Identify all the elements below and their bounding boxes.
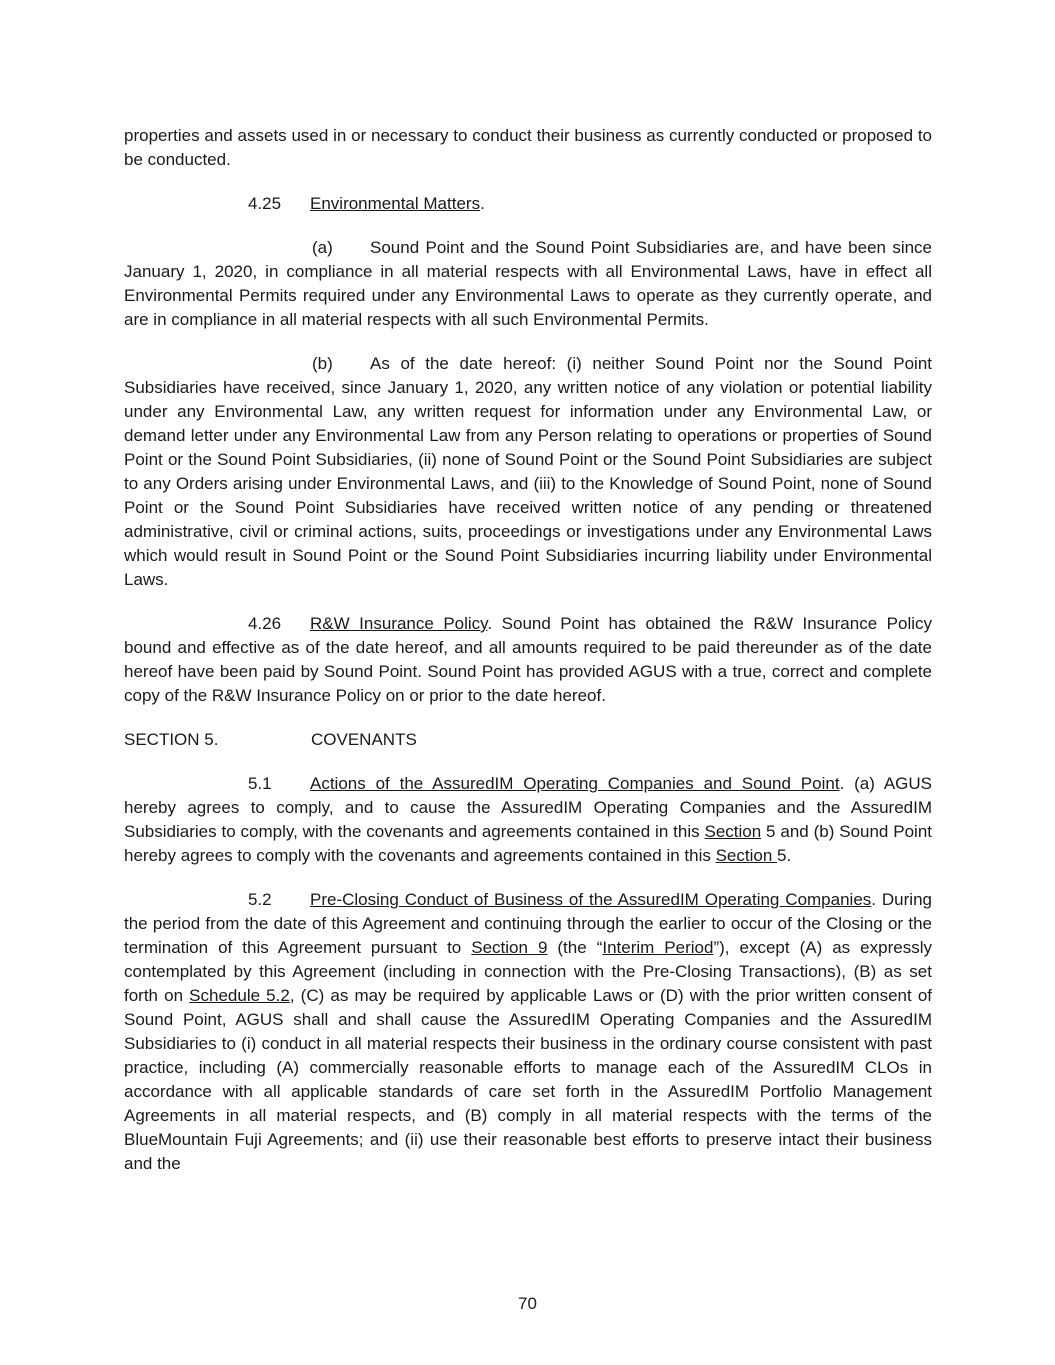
section-text: . Sound Point has obtained the R&W Insurance Policy bound and effective as of the date hereof, and all amounts required to be paid thereunder as of the date hereof have been paid by Sound Point. Sound Point has provided AGUS with a true, correct and complete copy of the R&W Insurance Policy on or prior to the date hereof. xyxy=(124,614,932,705)
cross-reference: Schedule 5.2 xyxy=(189,986,290,1005)
section-title: R&W Insurance Policy xyxy=(310,614,488,633)
section-5-2-paragraph: 5.2 Pre-Closing Conduct of Business of the AssuredIM Operating Companies. During the period from the date of this Agreement and continuing through the earlier to occur of the Closing or the termination of this Agreement pursuant to Section 9 (the “Interim Period”), except (A) as expressly contemplated by this Agreement (including in connection with the Pre-Closing Transactions), (B) as set forth on Schedule 5.2, (C) as may be required by applicable Laws or (D) with the prior written consent of Sound Point, AGUS shall and shall cause the AssuredIM Operating Companies and the AssuredIM Subsidiaries to (i) conduct in all material respects their business in the ordinary course consistent with past practice, including (A) commercially reasonable efforts to manage each of the AssuredIM CLOs in accordance with all applicable standards of care set forth in the AssuredIM Portfolio Management Agreements in all material respects, and (B) comply in all material respects with the terms of the BlueMountain Fuji Agreements; and (ii) use their reasonable best efforts to preserve intact their business and the xyxy=(124,890,933,1173)
clause-text: As of the date hereof: (i) neither Sound Point nor the Sound Point Subsidiaries have received, since January 1, 2020, any written notice of any violation or potential liability under any Environmental Law, any written request for information under any Environmental Law, or demand letter under any Environmental Law from any Person relating to operations or properties of Sound Point or the Sound Point Subsidiaries, (ii) none of Sound Point or the Sound Point Subsidiaries are subject to any Orders arising under Environmental Laws, and (iii) to the Knowledge of Sound Point, none of Sound Point or the Sound Point Subsidiaries have received written notice of any pending or threatened administrative, civil or criminal actions, suits, proceedings or investigations under any Environmental Laws which would result in Sound Point or the Sound Point Subsidiaries incurring liability under Environmental Laws. xyxy=(124,354,932,589)
section-number: 4.26 xyxy=(248,614,282,633)
section-4-25-a-paragraph xyxy=(124,236,932,332)
section-4-25-b-paragraph xyxy=(124,352,932,592)
cross-reference: Section 9 xyxy=(471,938,548,957)
section-number: 5.1 xyxy=(248,774,272,793)
article-5-heading xyxy=(124,728,932,752)
cross-reference: Section xyxy=(715,846,778,865)
page-number: 70 xyxy=(518,1294,537,1313)
document-body xyxy=(124,124,932,1176)
section-title: Pre-Closing Conduct of Business of the AssuredIM Operating Companies xyxy=(310,890,872,909)
article-number: SECTION 5. xyxy=(124,730,219,749)
section-title: Environmental Matters xyxy=(310,194,481,213)
cross-reference: Section xyxy=(704,822,762,841)
section-5-1-paragraph: 5.1 Actions of the AssuredIM Operating Companies and Sound Point. (a) AGUS hereby agrees to comply, and to cause the AssuredIM Operating Companies and the AssuredIM Subsidiaries to comply, with the covenants and agreements contained in this Section 5 and (b) Sound Point hereby agrees to comply with the covenants and agreements contained in this Section 5. xyxy=(124,774,932,865)
section-number: 4.25 xyxy=(248,194,282,213)
section-4-25-heading: 4.25 Environmental Matters. xyxy=(124,192,932,216)
clause-label: (b) xyxy=(312,354,333,373)
article-title: COVENANTS xyxy=(311,730,417,749)
section-title: Actions of the AssuredIM Operating Companies and Sound Point xyxy=(310,774,840,793)
intro-text: properties and assets used in or necessary to conduct their business as currently conducted or proposed to be conducted. xyxy=(124,126,932,169)
intro-paragraph xyxy=(124,124,932,172)
clause-label: (a) xyxy=(312,238,333,257)
section-number: 5.2 xyxy=(248,890,272,909)
clause-text: Sound Point and the Sound Point Subsidiaries are, and have been since January 1, 2020, in compliance in all material respects with all Environmental Laws, have in effect all Environmental Permits required under any Environmental Laws to operate as they currently operate, and are in compliance in all material respects with all such Environmental Permits. xyxy=(124,238,932,329)
section-4-26-paragraph xyxy=(124,612,932,708)
defined-term: Interim Period xyxy=(602,938,714,957)
